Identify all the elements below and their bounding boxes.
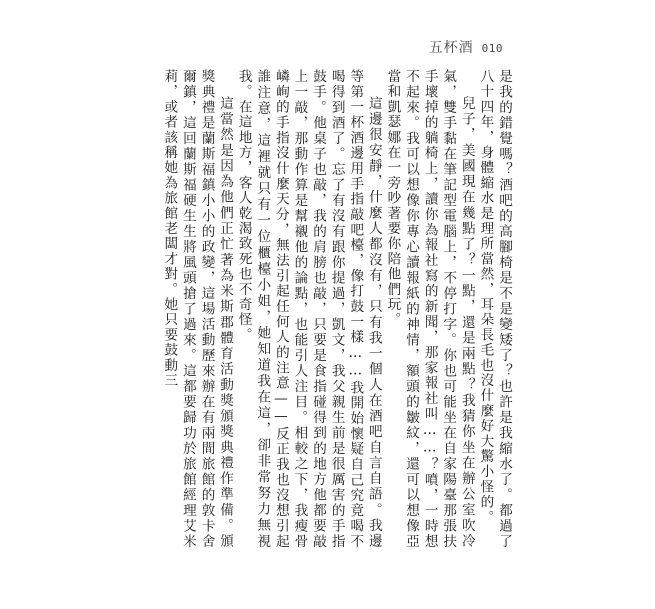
paragraph: 是我的錯覺嗎？酒吧的高腳椅是不是變矮了？也許是我縮水了。都過了八十四年，身體縮水是理所當然，耳朵長毛也沒什麼好大驚小怪的。 bbox=[477, 69, 512, 549]
body-text bbox=[143, 69, 513, 549]
running-header bbox=[429, 37, 503, 57]
paragraph: 這當然是因為他們正忙著為米斯郡體育活動獎頒獎典禮作準備。頒獎典禮是蘭斯福鎮小小的政變，這場活動歷來辦在有兩間旅館的敦卡舍爾鎮，這回蘭斯福硬生生將風頭搶了過來。這都要歸功於旅館經理艾米莉，或者該稱她為旅館老闆才對。她只要鼓動三 bbox=[161, 69, 234, 549]
paragraph: 兒子，美國現在幾點了？一點，還是兩點？我猜你坐在辦公室吹冷氣，雙手黏在筆記型電腦上，不停打字。你也可能坐在自家陽臺那張扶手壞掉的躺椅上，讀你為報社寫的新聞，那家報社叫……？噴，一時想不起來。我可以想像你專心讀報紙的神情，額頭的皺紋，還可以想像亞當和凱瑟娜在一旁吵著要你陪他們玩。 bbox=[384, 69, 475, 549]
book-title: 五杯酒 bbox=[428, 40, 474, 56]
page-number: 010 bbox=[481, 42, 503, 55]
paragraph: 這邊很安靜，什麼人都沒有，只有我一個人在酒吧自言自語。我邊等第一杯酒邊用手指敲吧檯，像打鼓一樣……我開始懷疑自己究竟喝不喝得到酒了。忘了有沒有跟你提過，凱文，我父親生前是很厲害的手指鼓手。他桌子也敲，我的肩膀也敲，只要是食指碰得到的地方他都要敲上一敲，那動作算是幫襯他的論點，也能引人注目。相較之下，我瘦骨嶙峋的手指沒什麼天分，無法引起任何人的注意——反正我也沒想引起誰注意，這裡就只有一位櫃檯小姐，她知道我在這，卻非常努力無視我。在這地方，客人乾渴致死也不奇怪。 bbox=[235, 69, 382, 549]
